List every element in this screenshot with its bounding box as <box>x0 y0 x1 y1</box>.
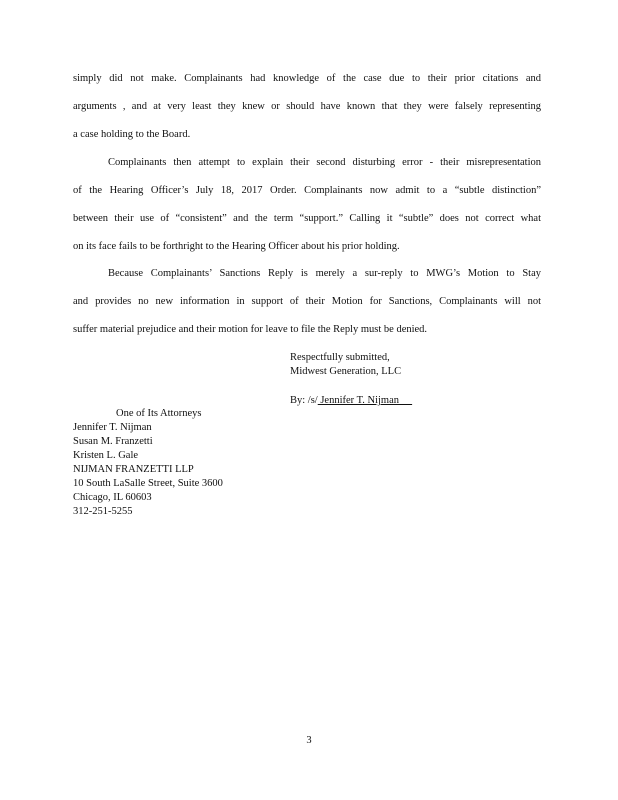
body-line-5: of the Hearing Officer’s July 18, 2017 Order. Complainants now admit to a “subtle distinction” <box>73 185 541 196</box>
attorney-line-1: Jennifer T. Nijman <box>73 422 152 433</box>
body-line-8: Because Complainants’ Sanctions Reply is merely a sur-reply to MWG’s Motion to Stay <box>108 268 541 279</box>
body-line-3: a case holding to the Board. <box>73 129 191 140</box>
signature-signer: Jennifer T. Nijman <box>317 395 413 406</box>
signature-by-prefix: By: /s/ <box>290 395 318 406</box>
body-line-7: on its face fails to be forthright to the Hearing Officer about his prior holding. <box>73 241 400 252</box>
signature-party: Midwest Generation, LLC <box>290 366 402 377</box>
body-line-2: arguments , and at very least they knew or should have known that they were falsely representing <box>73 101 541 112</box>
firm-phone: 312-251-5255 <box>73 506 133 517</box>
body-line-4: Complainants then attempt to explain their second disturbing error - their misrepresentation <box>108 157 541 168</box>
signature-line <box>290 395 412 407</box>
signature-closing: Respectfully submitted, <box>290 352 390 363</box>
body-line-9: and provides no new information in support of their Motion for Sanctions, Complainants will not <box>73 296 541 307</box>
body-line-6: between their use of “consistent” and the term “support.” Calling it “subtle” does not correct what <box>73 213 541 224</box>
firm-street: 10 South LaSalle Street, Suite 3600 <box>73 478 223 489</box>
firm-name: NIJMAN FRANZETTI LLP <box>73 464 194 475</box>
firm-city: Chicago, IL 60603 <box>73 492 152 503</box>
page-number: 3 <box>306 735 312 746</box>
attorneys-heading: One of Its Attorneys <box>116 408 202 419</box>
attorney-line-2: Susan M. Franzetti <box>73 436 153 447</box>
body-line-1: simply did not make. Complainants had knowledge of the case due to their prior citations and <box>73 73 541 84</box>
body-line-10: suffer material prejudice and their motion for leave to file the Reply must be denied. <box>73 324 428 335</box>
attorney-line-3: Kristen L. Gale <box>73 450 139 461</box>
